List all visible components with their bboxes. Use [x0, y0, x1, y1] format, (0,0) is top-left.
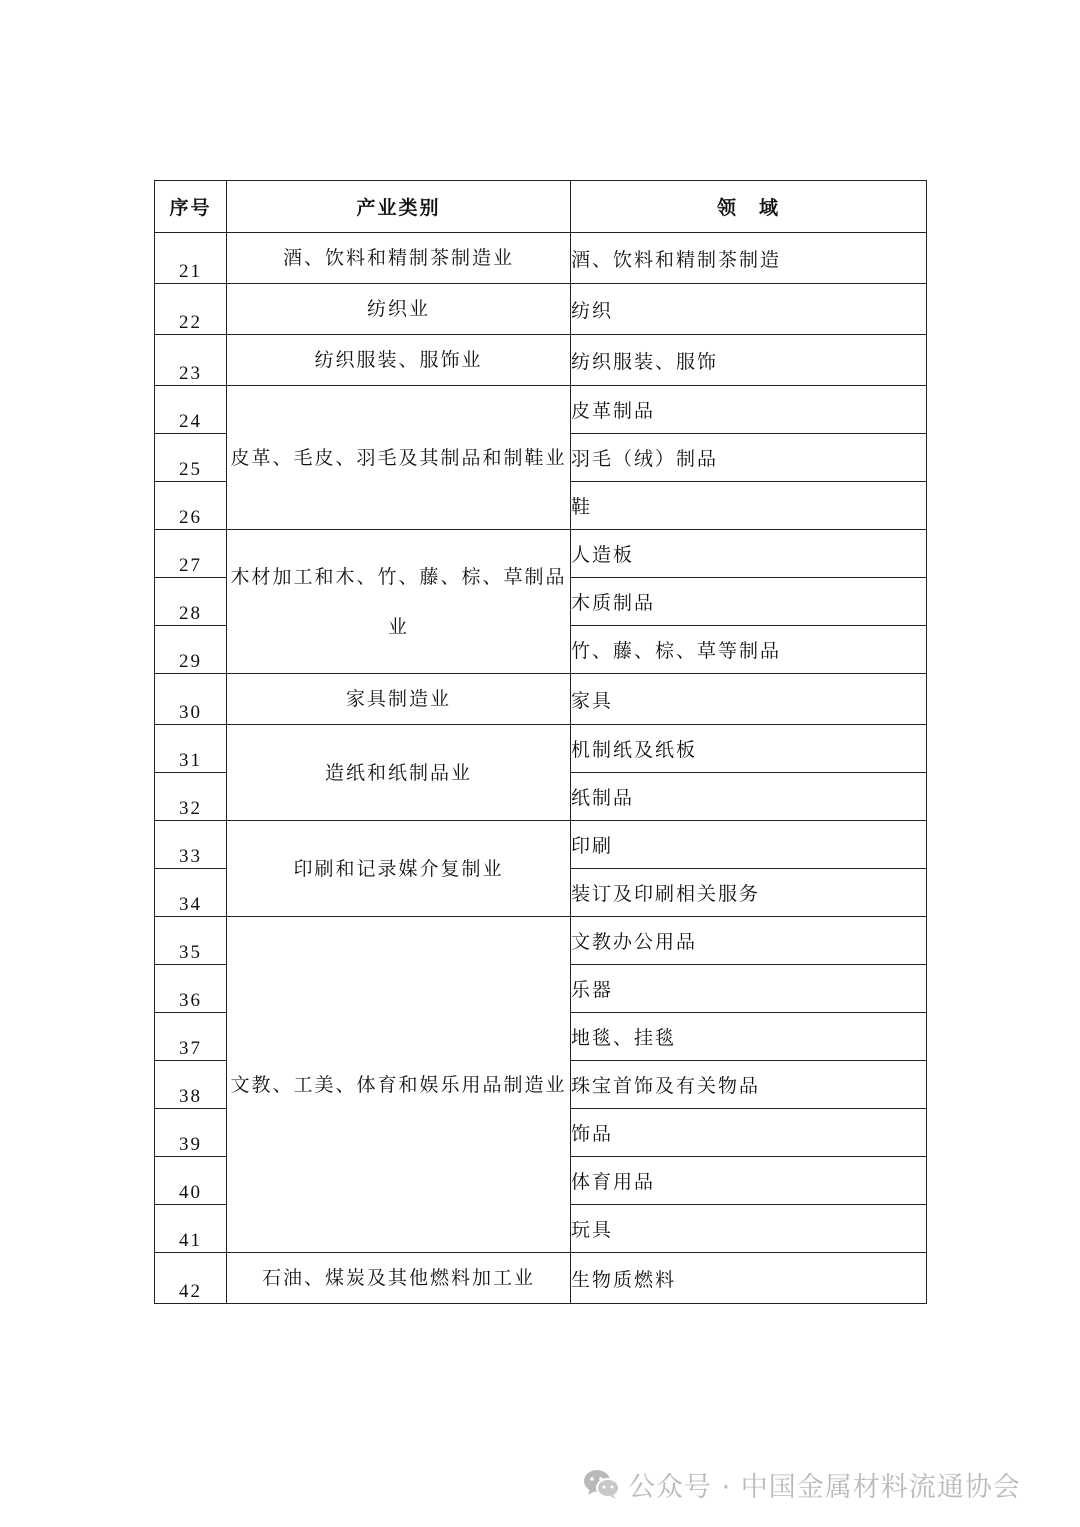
table-row	[155, 530, 927, 578]
header-category: 产业类别	[227, 181, 571, 233]
field-name: 纺织	[571, 284, 927, 335]
row-number: 35	[155, 917, 227, 965]
row-number: 40	[155, 1157, 227, 1205]
field-name: 纸制品	[571, 773, 927, 821]
table-row	[155, 386, 927, 434]
row-number: 22	[155, 284, 227, 335]
field-name: 木质制品	[571, 578, 927, 626]
field-name: 人造板	[571, 530, 927, 578]
table-row	[155, 1253, 927, 1304]
field-name: 体育用品	[571, 1157, 927, 1205]
field-name: 文教办公用品	[571, 917, 927, 965]
row-number: 21	[155, 233, 227, 284]
header-row	[155, 181, 927, 233]
row-number: 23	[155, 335, 227, 386]
field-name: 珠宝首饰及有关物品	[571, 1061, 927, 1109]
row-number: 42	[155, 1253, 227, 1304]
industry-category: 印刷和记录媒介复制业	[227, 821, 571, 917]
row-number: 25	[155, 434, 227, 482]
row-number: 31	[155, 725, 227, 773]
header-num: 序号	[155, 181, 227, 233]
field-name: 地毯、挂毯	[571, 1013, 927, 1061]
row-number: 28	[155, 578, 227, 626]
watermark-text: 公众号 · 中国金属材料流通协会	[628, 1471, 1021, 1503]
field-name: 家具	[571, 674, 927, 725]
field-name: 印刷	[571, 821, 927, 869]
industry-category: 石油、煤炭及其他燃料加工业	[227, 1253, 571, 1304]
wechat-icon	[582, 1468, 620, 1500]
field-name: 鞋	[571, 482, 927, 530]
industry-category: 酒、饮料和精制茶制造业	[227, 233, 571, 284]
table-row	[155, 725, 927, 773]
field-name: 生物质燃料	[571, 1253, 927, 1304]
header-field: 领 域	[571, 181, 927, 233]
field-name: 皮革制品	[571, 386, 927, 434]
table-row	[155, 917, 927, 965]
table-row	[155, 821, 927, 869]
industry-category: 木材加工和木、竹、藤、棕、草制品业	[227, 530, 571, 674]
field-name: 羽毛（绒）制品	[571, 434, 927, 482]
field-name: 纺织服装、服饰	[571, 335, 927, 386]
table-row	[155, 284, 927, 335]
row-number: 39	[155, 1109, 227, 1157]
row-number: 41	[155, 1205, 227, 1253]
field-name: 酒、饮料和精制茶制造	[571, 233, 927, 284]
row-number: 37	[155, 1013, 227, 1061]
industry-category: 造纸和纸制品业	[227, 725, 571, 821]
row-number: 30	[155, 674, 227, 725]
row-number: 38	[155, 1061, 227, 1109]
table-row	[155, 335, 927, 386]
industry-category: 文教、工美、体育和娱乐用品制造业	[227, 917, 571, 1253]
row-number: 32	[155, 773, 227, 821]
row-number: 33	[155, 821, 227, 869]
industry-category: 纺织业	[227, 284, 571, 335]
industry-category: 皮革、毛皮、羽毛及其制品和制鞋业	[227, 386, 571, 530]
table-body	[155, 233, 927, 1304]
row-number: 27	[155, 530, 227, 578]
field-name: 竹、藤、棕、草等制品	[571, 626, 927, 674]
row-number: 36	[155, 965, 227, 1013]
row-number: 29	[155, 626, 227, 674]
table-row	[155, 674, 927, 725]
row-number: 34	[155, 869, 227, 917]
row-number: 24	[155, 386, 227, 434]
field-name: 机制纸及纸板	[571, 725, 927, 773]
table-row	[155, 233, 927, 284]
field-name: 饰品	[571, 1109, 927, 1157]
industry-category: 家具制造业	[227, 674, 571, 725]
field-name: 乐器	[571, 965, 927, 1013]
industry-table	[154, 180, 927, 1304]
field-name: 玩具	[571, 1205, 927, 1253]
field-name: 装订及印刷相关服务	[571, 869, 927, 917]
industry-category: 纺织服装、服饰业	[227, 335, 571, 386]
row-number: 26	[155, 482, 227, 530]
watermark	[582, 1464, 1021, 1504]
